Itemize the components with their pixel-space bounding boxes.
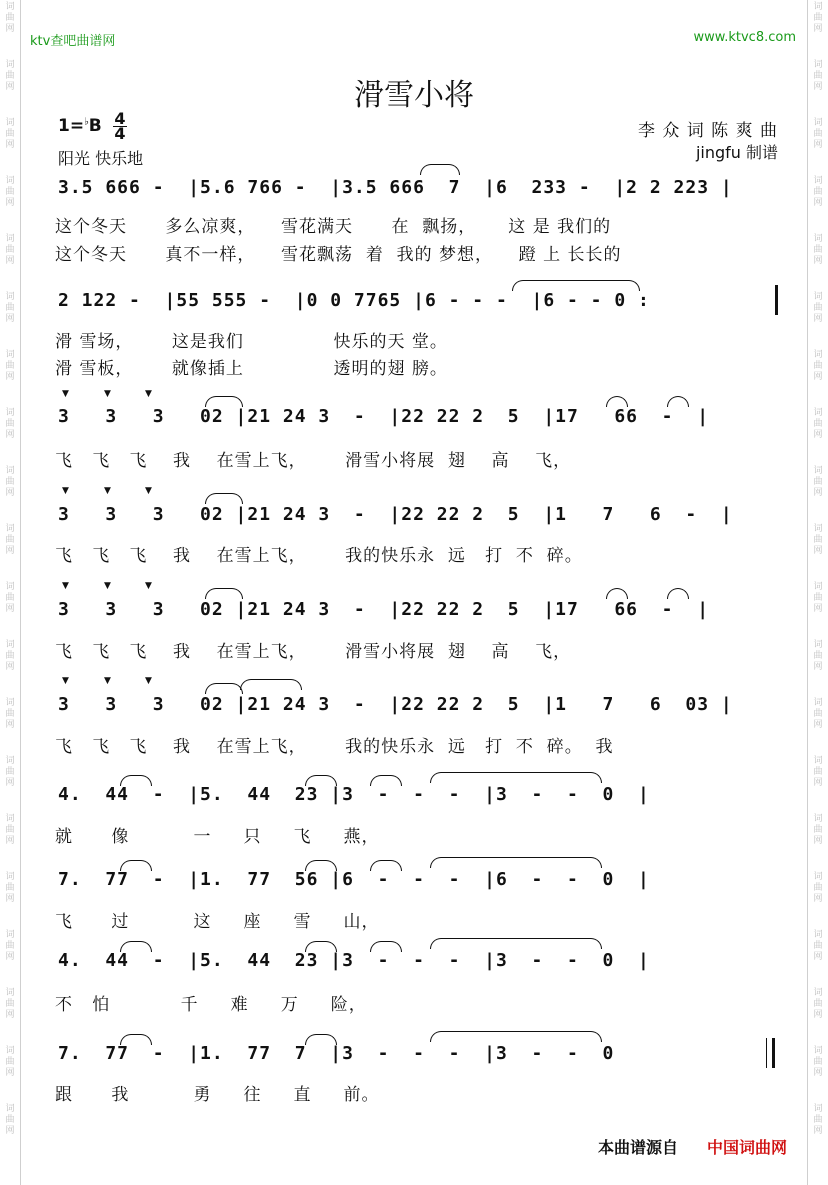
repeat-barline <box>775 285 778 315</box>
tie-arc <box>305 860 337 871</box>
watermark-text: 词 曲 网 <box>813 292 823 324</box>
notation-line: 7. 77 - |1. 77 7 |3 - - - |3 - - 0 <box>58 1043 627 1064</box>
lyric-line: 不 怕 千 难 万 险， <box>55 995 367 1015</box>
final-barline-thin <box>766 1038 767 1068</box>
notation-line: 3 3 3 02 |21 24 3 - |22 22 2 5 |17 66 - | <box>58 599 710 620</box>
watermark-text: 词 曲 网 <box>5 466 15 498</box>
watermark-text: 词 曲 网 <box>813 408 823 440</box>
tie-arc <box>430 772 602 783</box>
tie-arc <box>606 396 628 407</box>
notation-line: 3 3 3 02 |21 24 3 - |22 22 2 5 |17 66 - | <box>58 406 710 427</box>
watermark-text: 词 曲 网 <box>5 698 15 730</box>
notation-line: 3 3 3 02 |21 24 3 - |22 22 2 5 |1 7 6 03 | <box>58 694 733 715</box>
right-watermark-strip <box>807 0 828 1185</box>
tie-arc <box>430 938 602 949</box>
tie-arc <box>512 280 640 291</box>
site-name-left: ktv查吧曲谱网 <box>30 34 116 49</box>
lyric-line: 滑 雪板， 就像插上 透明的翅 膀。 <box>55 359 448 379</box>
accent-mark: ▼ <box>104 581 111 591</box>
tie-arc <box>370 860 402 871</box>
time-signature: 4 4 <box>114 109 126 143</box>
notation-line: 2 122 - |55 555 - |0 0 7765 |6 - - - |6 - - 0 : <box>58 290 650 311</box>
notation-line: 3.5 666 - |5.6 766 - |3.5 666 7 |6 233 - |2 2 223 | <box>58 177 733 198</box>
watermark-text: 词 曲 网 <box>5 756 15 788</box>
tie-arc <box>305 775 337 786</box>
watermark-text: 词 曲 网 <box>813 1104 823 1136</box>
watermark-text: 词 曲 网 <box>813 872 823 904</box>
watermark-text: 词 曲 网 <box>813 1046 823 1078</box>
lyric-line: 这个冬天 多么凉爽， 雪花满天 在 飘扬， 这 是 我们的 <box>55 217 612 237</box>
watermark-text: 词 曲 网 <box>813 524 823 556</box>
watermark-text: 词 曲 网 <box>813 640 823 672</box>
watermark-text: 词 曲 网 <box>813 698 823 730</box>
notation-line: 7. 77 - |1. 77 56 |6 - - - |6 - - 0 | <box>58 869 650 890</box>
song-title: 滑雪小将 <box>354 78 474 113</box>
tie-arc <box>205 588 243 599</box>
footer-source-link[interactable]: 中国词曲网 <box>707 1138 788 1157</box>
lyric-line: 飞 飞 飞 我 在雪上飞， 我的快乐永 远 打 不 碎。 <box>55 546 583 566</box>
watermark-text: 词 曲 网 <box>5 814 15 846</box>
tie-arc <box>120 860 152 871</box>
lyric-line: 飞 飞 飞 我 在雪上飞， 滑雪小将展 翅 高 飞， <box>55 642 572 662</box>
watermark-text: 词 曲 网 <box>5 640 15 672</box>
watermark-text: 词 曲 网 <box>813 234 823 266</box>
tie-arc <box>420 164 460 175</box>
notation-line: 3 3 3 02 |21 24 3 - |22 22 2 5 |1 7 6 - | <box>58 504 733 525</box>
watermark-text: 词 曲 网 <box>5 292 15 324</box>
watermark-text: 词 曲 网 <box>5 176 15 208</box>
notation-line: 4. 44 - |5. 44 23 |3 - - - |3 - - 0 | <box>58 950 650 971</box>
watermark-text: 词 曲 网 <box>813 118 823 150</box>
watermark-text: 词 曲 网 <box>5 118 15 150</box>
accent-mark: ▼ <box>145 581 152 591</box>
watermark-text: 词 曲 网 <box>813 988 823 1020</box>
watermark-text: 词 曲 网 <box>813 466 823 498</box>
lyric-line: 飞 飞 飞 我 在雪上飞， 滑雪小将展 翅 高 飞， <box>55 451 572 471</box>
watermark-text: 词 曲 网 <box>5 408 15 440</box>
tie-arc <box>430 857 602 868</box>
tie-arc <box>120 941 152 952</box>
tie-arc <box>205 683 243 694</box>
left-watermark-strip <box>0 0 21 1185</box>
lyric-line: 飞 飞 飞 我 在雪上飞， 我的快乐永 远 打 不 碎。 我 <box>55 737 614 757</box>
tie-arc <box>205 396 243 407</box>
watermark-text: 词 曲 网 <box>5 350 15 382</box>
watermark-text: 词 曲 网 <box>5 524 15 556</box>
tie-arc <box>430 1031 602 1042</box>
lyric-line: 就 像 一 只 飞 燕， <box>55 827 380 847</box>
tie-arc <box>606 588 628 599</box>
watermark-text: 词 曲 网 <box>813 814 823 846</box>
watermark-text: 词 曲 网 <box>5 1104 15 1136</box>
watermark-text: 词 曲 网 <box>5 1046 15 1078</box>
watermark-text: 词 曲 网 <box>5 930 15 962</box>
tempo-mood: 阳光 快乐地 <box>58 149 144 168</box>
tie-arc <box>667 588 689 599</box>
accent-mark: ▼ <box>104 486 111 496</box>
lyric-line: 这个冬天 真不一样， 雪花飘荡 着 我的 梦想， 蹬 上 长长的 <box>55 245 622 265</box>
watermark-text: 词 曲 网 <box>5 582 15 614</box>
footer-source-label: 本曲谱源自 <box>598 1138 679 1157</box>
credits: 李 众 词 陈 爽 曲 <box>637 121 778 141</box>
watermark-text: 词 曲 网 <box>813 756 823 788</box>
watermark-text: 词 曲 网 <box>5 234 15 266</box>
accent-mark: ▼ <box>62 581 69 591</box>
watermark-text: 词 曲 网 <box>5 872 15 904</box>
site-url-right: www.ktvc8.com <box>693 30 796 45</box>
tie-arc <box>120 775 152 786</box>
watermark-text: 词 曲 网 <box>813 176 823 208</box>
watermark-text: 词 曲 网 <box>813 60 823 92</box>
accent-mark: ▼ <box>104 389 111 399</box>
watermark-text: 词 曲 网 <box>5 2 15 34</box>
watermark-text: 词 曲 网 <box>813 930 823 962</box>
accent-mark: ▼ <box>62 676 69 686</box>
watermark-text: 词 曲 网 <box>813 582 823 614</box>
tie-arc <box>370 941 402 952</box>
accent-mark: ▼ <box>145 486 152 496</box>
transcriber: jingfu 制谱 <box>695 143 778 162</box>
final-barline <box>772 1038 775 1068</box>
accent-mark: ▼ <box>104 676 111 686</box>
lyric-line: 飞 过 这 座 雪 山， <box>55 912 380 932</box>
watermark-text: 词 曲 网 <box>5 60 15 92</box>
lyric-line: 跟 我 勇 往 直 前。 <box>55 1085 380 1105</box>
accent-mark: ▼ <box>145 389 152 399</box>
tie-arc <box>667 396 689 407</box>
accent-mark: ▼ <box>62 389 69 399</box>
tie-arc <box>240 679 302 690</box>
tie-arc <box>370 775 402 786</box>
key-signature: 1=♭B <box>58 116 102 136</box>
accent-mark: ▼ <box>145 676 152 686</box>
lyric-line: 滑 雪场， 这是我们 快乐的天 堂。 <box>55 332 448 352</box>
tie-arc <box>305 941 337 952</box>
watermark-text: 词 曲 网 <box>5 988 15 1020</box>
watermark-text: 词 曲 网 <box>813 350 823 382</box>
tie-arc <box>120 1034 152 1045</box>
watermark-text: 词 曲 网 <box>813 2 823 34</box>
accent-mark: ▼ <box>62 486 69 496</box>
notation-line: 4. 44 - |5. 44 23 |3 - - - |3 - - 0 | <box>58 784 650 805</box>
tie-arc <box>305 1034 337 1045</box>
tie-arc <box>205 493 243 504</box>
